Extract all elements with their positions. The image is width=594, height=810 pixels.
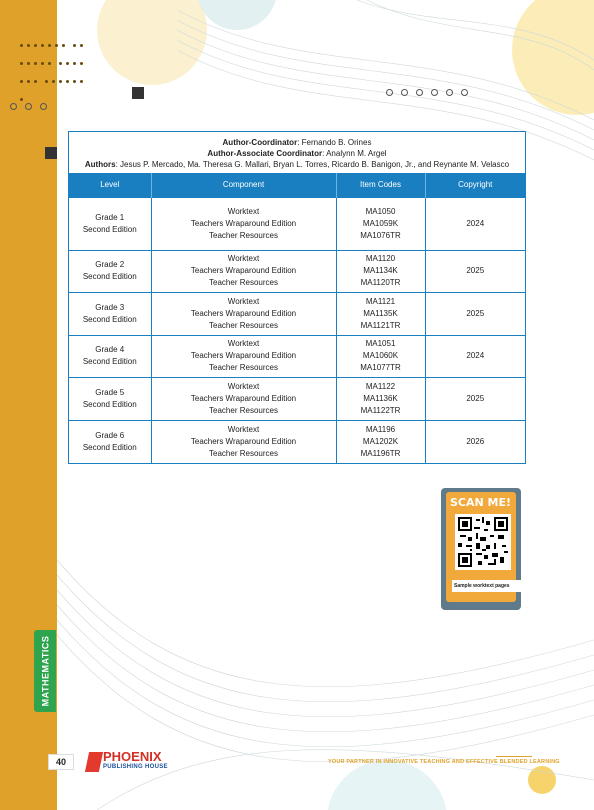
component-cell-line: Worktext (227, 424, 260, 434)
item-codes-cell-line: MA1050 (365, 206, 396, 216)
component-cell (151, 293, 336, 336)
item-codes-cell-line: MA1122TR (360, 405, 401, 415)
table-header-row (69, 173, 525, 197)
phoenix-logo-icon (85, 752, 103, 772)
copyright-cell (425, 378, 525, 421)
component-cell-line: Teachers Wraparound Edition (190, 218, 297, 228)
table-row (69, 420, 525, 463)
component-cell-line: Teacher Resources (209, 363, 278, 373)
level-cell-line: Second Edition (82, 224, 137, 234)
item-codes-cell (336, 335, 425, 378)
dot-grid-decoration (20, 40, 90, 112)
item-codes-cell-line: MA1120TR (360, 278, 401, 288)
associate-name: : Analynn M. Argel (322, 149, 387, 158)
component-cell-line: Teachers Wraparound Edition (190, 351, 297, 361)
copyright-cell (425, 420, 525, 463)
component-cell-line: Worktext (227, 339, 260, 349)
copyright-cell-line: 2025 (466, 308, 485, 318)
publisher-logo (87, 749, 168, 772)
level-cell-line: Second Edition (82, 357, 137, 367)
copyright-cell-line: 2025 (466, 393, 485, 403)
header-item-codes: Item Codes (336, 173, 425, 197)
square-decoration (45, 147, 57, 159)
copyright-cell-line: 2024 (466, 218, 485, 228)
component-cell (151, 197, 336, 250)
item-codes-cell-line: MA1121 (365, 296, 396, 306)
page-number: 40 (48, 754, 74, 770)
item-codes-cell (336, 197, 425, 250)
item-codes-cell-line: MA1196 (365, 424, 396, 434)
item-codes-cell-line: MA1202K (362, 436, 399, 446)
level-cell-line: Grade 2 (95, 260, 125, 270)
item-codes-cell-line: MA1121TR (360, 320, 401, 330)
level-cell (69, 197, 151, 250)
component-cell-line: Teachers Wraparound Edition (190, 308, 297, 318)
item-codes-cell-line: MA1136K (363, 393, 398, 403)
item-codes-cell-line: MA1051 (365, 339, 396, 349)
component-cell-line: Teachers Wraparound Edition (190, 436, 297, 446)
table-row (69, 335, 525, 378)
component-cell-line: Teacher Resources (209, 320, 278, 330)
qr-card[interactable] (441, 488, 525, 612)
table-row (69, 250, 525, 293)
authors-names: : Jesus P. Mercado, Ma. Theresa G. Mallari, Bryan L. Torres, Ricardo B. Banigon, Jr., and Reynante M. Velasco (115, 160, 510, 169)
item-codes-cell-line: MA1120 (365, 254, 396, 264)
item-codes-cell-line: MA1059K (362, 218, 399, 228)
item-codes-cell (336, 420, 425, 463)
copyright-cell (425, 197, 525, 250)
qr-title: SCAN ME! (450, 496, 512, 509)
component-cell-line: Teacher Resources (209, 405, 278, 415)
component-cell-line: Worktext (227, 381, 260, 391)
level-cell (69, 420, 151, 463)
square-decoration (132, 87, 144, 99)
component-cell-line: Worktext (227, 206, 260, 216)
level-cell (69, 250, 151, 293)
level-cell-line: Grade 6 (95, 430, 125, 440)
authors-label: Authors (84, 160, 116, 169)
footer-tagline: YOUR PARTNER IN INNOVATIVE TEACHING AND EFFECTIVE BLENDED LEARNING (328, 759, 560, 765)
rings-decoration-top (386, 89, 468, 96)
item-codes-cell-line: MA1135K (363, 308, 398, 318)
component-cell-line: Teachers Wraparound Edition (190, 266, 297, 276)
component-cell (151, 420, 336, 463)
header-copyright: Copyright (425, 173, 525, 197)
item-codes-cell (336, 293, 425, 336)
item-codes-cell-line: MA1060K (362, 351, 399, 361)
authors-block (69, 132, 525, 173)
logo-line1: PHOENIX (103, 749, 162, 764)
item-codes-cell-line: MA1076TR (360, 230, 401, 240)
table-row (69, 293, 525, 336)
copyright-cell-line: 2025 (466, 266, 485, 276)
qr-caption: Sample worktext pages (452, 580, 526, 592)
item-codes-cell (336, 250, 425, 293)
header-component: Component (151, 173, 336, 197)
component-cell (151, 335, 336, 378)
coordinator-name: : Fernando B. Orines (297, 138, 372, 147)
copyright-cell (425, 335, 525, 378)
component-cell-line: Worktext (227, 296, 260, 306)
level-cell (69, 293, 151, 336)
product-table (69, 173, 525, 463)
level-cell-line: Second Edition (82, 314, 137, 324)
header-level: Level (69, 173, 151, 197)
level-cell-line: Grade 4 (95, 345, 125, 355)
subject-label: MATHEMATICS (40, 635, 51, 707)
copyright-cell (425, 250, 525, 293)
item-codes-cell-line: MA1134K (363, 266, 398, 276)
table-row (69, 378, 525, 421)
rings-decoration-left (10, 103, 47, 110)
associate-label: Author-Associate Coordinator (207, 149, 323, 158)
logo-line2: PUBLISHING HOUSE (103, 764, 168, 770)
component-cell (151, 250, 336, 293)
item-codes-cell (336, 378, 425, 421)
item-codes-cell-line: MA1077TR (360, 363, 401, 373)
product-table-card (68, 131, 526, 464)
level-cell-line: Second Edition (82, 272, 137, 282)
level-cell-line: Grade 5 (95, 387, 125, 397)
subject-tab (34, 630, 56, 712)
copyright-cell-line: 2024 (466, 351, 485, 361)
level-cell (69, 335, 151, 378)
level-cell-line: Second Edition (82, 442, 137, 452)
level-cell-line: Second Edition (82, 399, 137, 409)
component-cell-line: Worktext (227, 254, 260, 264)
component-cell-line: Teacher Resources (209, 278, 278, 288)
component-cell-line: Teacher Resources (209, 230, 278, 240)
coordinator-label: Author-Coordinator (222, 138, 298, 147)
tagline-divider (496, 756, 532, 757)
component-cell (151, 378, 336, 421)
copyright-cell-line: 2026 (466, 436, 485, 446)
component-cell-line: Teachers Wraparound Edition (190, 393, 297, 403)
level-cell-line: Grade 3 (95, 302, 125, 312)
qr-code-icon[interactable] (455, 514, 511, 570)
component-cell-line: Teacher Resources (209, 448, 278, 458)
copyright-cell (425, 293, 525, 336)
table-row (69, 197, 525, 250)
item-codes-cell-line: MA1196TR (360, 448, 401, 458)
item-codes-cell-line: MA1122 (365, 381, 396, 391)
level-cell-line: Grade 1 (95, 212, 125, 222)
level-cell (69, 378, 151, 421)
